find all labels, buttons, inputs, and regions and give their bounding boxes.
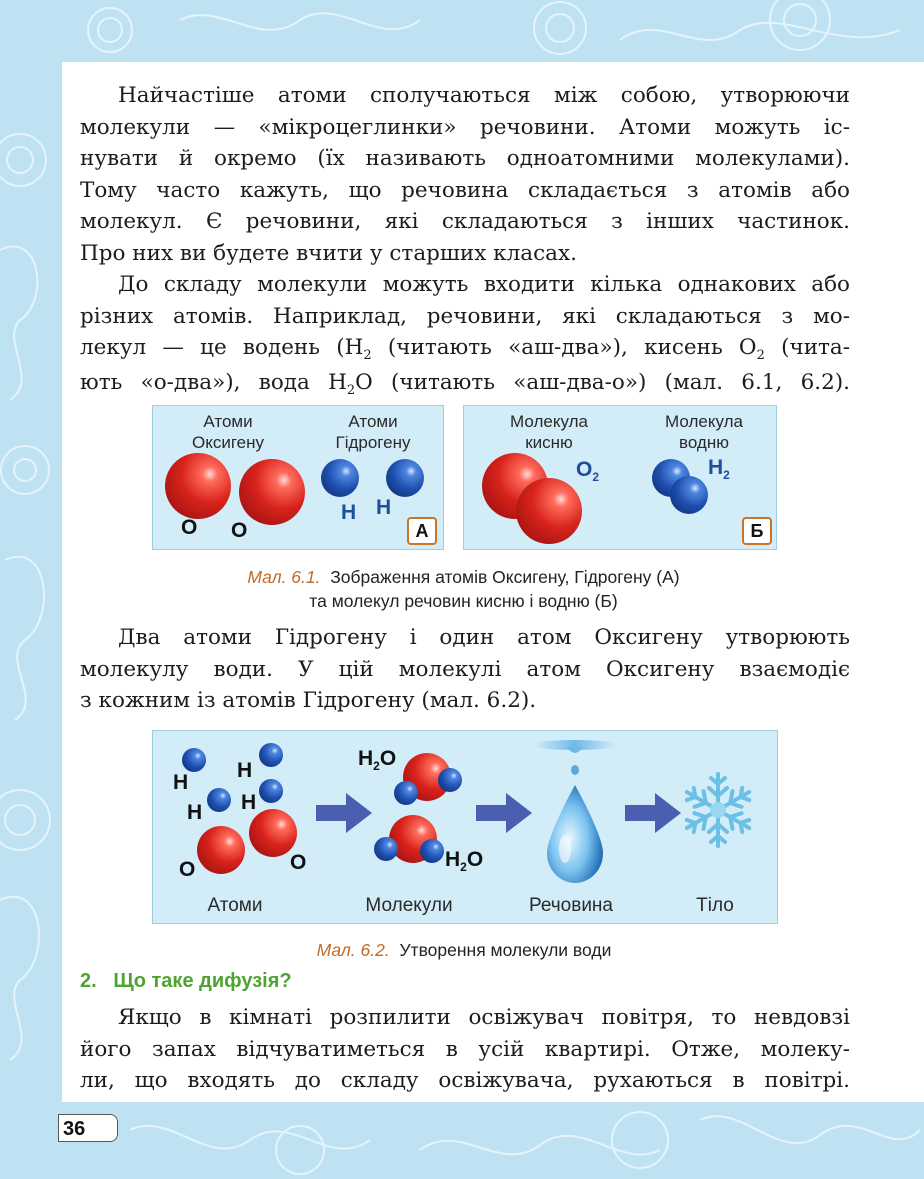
hydrogen-atom	[670, 476, 708, 514]
hydrogen-atom	[259, 743, 283, 767]
hydrogen-atom	[420, 839, 444, 863]
text-line-formulas	[80, 367, 850, 402]
text-line: молекул. Є речовини, які складаються з інших частинок.	[80, 209, 850, 234]
label-hydrogen-atoms	[318, 411, 428, 453]
label-molecules: Молекули	[365, 895, 453, 916]
symbol-hydrogen: H	[173, 771, 189, 794]
arrow-right-icon	[625, 793, 681, 833]
figure-6-2-panel	[152, 730, 778, 924]
caption-text: Зображення атомів Оксигену, Гідрогену (А)	[330, 567, 680, 587]
label-hydrogen-molecule	[644, 411, 764, 453]
text-line: його запах відчуватиметься в усій квартирі. Отже, молеку-	[80, 1036, 850, 1062]
formula-main: H	[708, 456, 724, 479]
formula-h2	[708, 456, 730, 480]
label-line: кисню	[525, 433, 573, 452]
label-line: Оксигену	[191, 433, 265, 452]
arrow-right-icon	[316, 793, 372, 833]
paragraph-diffusion	[80, 1002, 850, 1097]
symbol-hydrogen: H	[237, 759, 253, 782]
hydrogen-atom	[207, 788, 231, 812]
formula-main: H	[445, 848, 461, 871]
formula-subscript: 2	[460, 860, 467, 874]
symbol-oxygen: O	[290, 851, 307, 874]
label-line: Молекула	[510, 412, 588, 431]
symbol-oxygen: O	[181, 516, 198, 539]
oxygen-atom	[165, 453, 231, 519]
label-body: Тіло	[696, 895, 734, 916]
formula-h2o	[358, 747, 396, 771]
symbol-hydrogen: H	[187, 801, 203, 824]
text-line: молекулу води. У цій молекулі атом Оксигену взаємодіє	[80, 656, 850, 682]
formula-subscript: 2	[723, 468, 730, 482]
water-drop-icon	[531, 737, 621, 887]
subscript: 2	[756, 348, 765, 363]
caption-line	[152, 565, 775, 589]
text-line: Якщо в кімнаті розпилити освіжувач повітря, то невдовзі	[118, 1005, 850, 1030]
text-line: молекули — «мікроцеглинки» речовини. Атоми можуть іс-	[80, 114, 850, 140]
symbol-oxygen: O	[231, 519, 248, 542]
hydrogen-atom	[182, 748, 206, 772]
caption-line: та молекул речовин кисню і водню (Б)	[309, 591, 618, 611]
paragraph-water-molecule	[80, 622, 850, 717]
label-substance: Речовина	[528, 895, 613, 916]
label-line: Молекула	[665, 412, 743, 431]
section-heading	[80, 970, 292, 993]
label-oxygen-molecule	[489, 411, 609, 453]
text-fragment: (чита-	[764, 335, 851, 360]
text-line: з кожним із атомів Гідрогену (мал. 6.2).	[80, 688, 537, 713]
figure-6-1-panel-b	[463, 405, 777, 550]
caption-text: Утворення молекули води	[399, 940, 612, 960]
hydrogen-atom	[374, 837, 398, 861]
text-fragment: лекул — це водень (H	[80, 335, 364, 360]
hydrogen-atom	[259, 779, 283, 803]
snowflake-icon	[680, 765, 756, 855]
symbol-oxygen: O	[179, 858, 196, 881]
formula-h2o	[445, 848, 483, 872]
caption-ref: Мал. 6.1.	[247, 567, 321, 587]
hydrogen-atom	[438, 768, 462, 792]
text-line: До складу молекули можуть входити кілька однакових або	[118, 272, 850, 297]
label-oxygen-atoms	[173, 411, 283, 453]
text-line: Про них ви будете вчити у старших класах.	[80, 240, 577, 266]
subscript: 2	[363, 348, 372, 363]
formula-main: O	[466, 848, 484, 871]
formula-main: O	[379, 747, 397, 770]
figure-6-1-caption	[152, 565, 775, 613]
figure-6-1-panel-a	[152, 405, 444, 550]
formula-o2	[576, 458, 599, 482]
paragraph-molecule-examples	[80, 269, 850, 401]
text-line-formulas	[80, 332, 850, 367]
symbol-hydrogen: H	[341, 501, 357, 524]
hydrogen-atom	[394, 781, 418, 805]
arrow-right-icon	[476, 793, 532, 833]
paragraph-molecules-intro	[80, 80, 850, 269]
panel-tag-b: Б	[742, 517, 772, 545]
oxygen-atom	[239, 459, 305, 525]
caption-ref: Мал. 6.2.	[316, 940, 390, 960]
text-line: Два атоми Гідрогену і один атом Оксигену утворюють	[118, 625, 850, 650]
hydrogen-atom	[321, 459, 359, 497]
text-fragment: (читають «аш-два»), кисень O	[371, 335, 757, 360]
text-line: різних атомів. Наприклад, речовини, які складаються з мо-	[80, 303, 850, 329]
text-line: Найчастіше атоми сполучаються між собою, утворюючи	[118, 83, 850, 108]
oxygen-atom	[249, 809, 297, 857]
section-number: 2.	[80, 970, 97, 992]
text-line: нувати й окремо (їх називають одноатомними молекулами).	[80, 146, 850, 171]
label-line: Гідрогену	[335, 433, 411, 452]
formula-subscript: 2	[373, 759, 380, 773]
oxygen-atom	[516, 478, 582, 544]
label-atoms: Атоми	[207, 895, 263, 916]
label-line: водню	[679, 433, 729, 452]
text-fragment: ють «о-два»), вода H	[80, 369, 347, 395]
figure-6-2-caption	[152, 938, 776, 962]
text-line: ли, що входять до складу освіжувача, рухаються в повітрі.	[80, 1068, 850, 1093]
symbol-hydrogen: H	[376, 496, 392, 519]
label-line: Атоми	[348, 412, 398, 431]
hydrogen-atom	[386, 459, 424, 497]
text-line: Тому часто кажуть, що речовина складається з атомів або	[80, 177, 850, 203]
panel-tag-a: А	[407, 517, 437, 545]
label-line: Атоми	[203, 412, 253, 431]
symbol-hydrogen: H	[241, 791, 257, 814]
section-title: Що таке дифузія?	[113, 970, 292, 992]
formula-main: H	[358, 747, 374, 770]
subscript: 2	[346, 382, 356, 398]
page-number: 36	[58, 1114, 118, 1142]
formula-main: O	[576, 458, 593, 481]
text-fragment: O (читають «аш-два-о») (мал. 6.1, 6.2).	[355, 369, 850, 395]
oxygen-atom	[197, 826, 245, 874]
formula-subscript: 2	[592, 470, 600, 484]
